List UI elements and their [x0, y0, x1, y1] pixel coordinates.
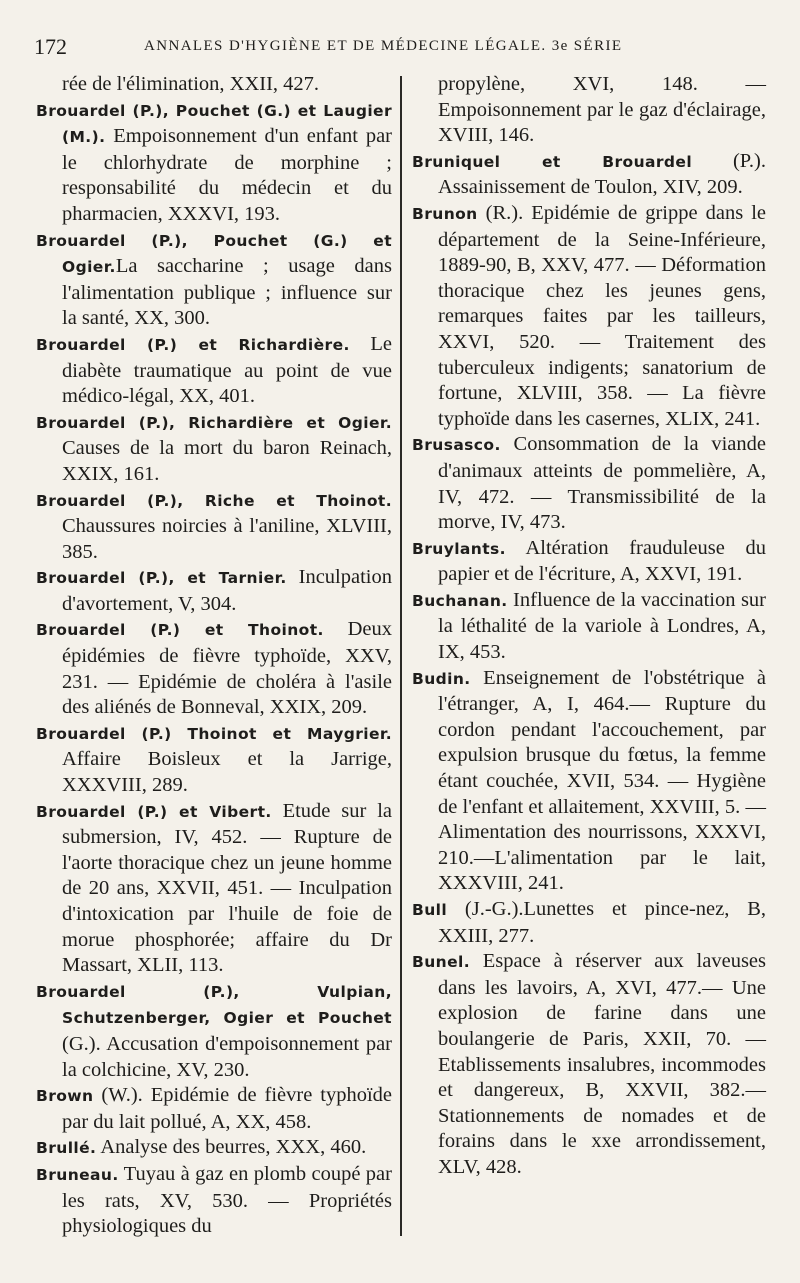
entry-text: (W.). Epidémie de fièvre typhoïde par du lait pollué, A, XX, 458. [62, 1084, 392, 1133]
entry-author: Brown [36, 1087, 94, 1106]
entry-author: Brouardel (P.), et Tarnier. [36, 569, 287, 588]
index-entry [412, 949, 766, 1180]
entry-author: Bunel. [412, 953, 470, 972]
index-entry [412, 72, 766, 149]
entry-author: Brouardel (P.), Vulpian, Schutzenberger, Ogier et Pouchet [36, 982, 392, 1028]
index-entry [412, 536, 766, 588]
index-entry [36, 721, 392, 799]
column-divider [400, 76, 402, 1236]
index-entry [36, 1083, 392, 1135]
entry-author: Bruylants. [412, 539, 506, 558]
entry-text: (P.). Assainissement de Toulon, XIV, 209. [438, 149, 766, 199]
entry-text: Analyse des beurres, XXX, 460. [96, 1136, 367, 1159]
index-entry [412, 666, 766, 897]
entry-text: La saccharine ; usage dans l'alimentation publique ; influence sur la santé, XX, 300. [62, 255, 392, 330]
entry-text: Deux épidémies de fièvre typhoïde, XXV, 231. — Epidémie de choléra à l'asile des aliénés de Bonneval, XXIX, 209. [62, 618, 392, 719]
index-entry [36, 332, 392, 410]
index-entry [412, 432, 766, 535]
entry-text: (G.). Accusation d'empoisonnement par la colchicine, XV, 230. [62, 1032, 392, 1081]
entry-text: propylène, XVI, 148. — Empoisonnement par le gaz d'éclairage, XVIII, 146. [438, 73, 766, 147]
index-entry [36, 72, 392, 98]
entry-text: Etude sur la submersion, IV, 452. — Rupture de l'aorte thoracique chez un jeune homme de 20 ans, XXVII, 451. — Inculpation d'intoxication par l'huile de foie de morue phosphorée; affaire du Dr Massart, XLII, 113. [62, 799, 393, 977]
running-title: ANNALES D'HYGIÈNE ET DE MÉDECINE LÉGALE. 3e SÉRIE [144, 38, 623, 54]
entry-text: (R.). Epidémie de grippe dans le département de la Seine-Inférieure, 1889-90, B, XXV, 477. — Déformation thoracique chez les jeunes gens, remarques faites par les tailleurs, XXVI, 520. — Traitement des tuberculeux indigents; sanatorium de fortune, XLVIII, 358. — La fièvre typhoïde dans les casernes, XLIX, 241. [438, 201, 766, 430]
entry-author: Bruniquel et Brouardel [412, 152, 693, 171]
entry-text: Le diabète traumatique au point de vue médico-légal, XX, 401. [62, 332, 392, 408]
entry-text: Altération frauduleuse du papier et de l'écriture, A, XXVI, 191. [438, 536, 766, 586]
index-entry [412, 201, 766, 432]
entry-text: Inculpation d'avortement, V, 304. [62, 566, 392, 615]
page-number: 172 [34, 34, 67, 59]
index-entry [412, 149, 766, 201]
entry-author: Brouardel (P.) Thoinot et Maygrier. [36, 724, 392, 743]
index-entry [412, 588, 766, 666]
entry-text: Tuyau à gaz en plomb coupé par les rats, XV, 530. — Propriétés physiologiques du [62, 1162, 392, 1238]
entry-text: Influence de la vaccination sur la léthalité de la variole à Londres, A, IX, 453. [438, 588, 766, 664]
index-entry [412, 897, 766, 949]
entry-text: Chaussures noircies à l'aniline, XLVIII, 385. [62, 515, 392, 563]
entry-author: Budin. [412, 669, 471, 688]
index-entry [36, 565, 392, 617]
page-header [34, 34, 774, 70]
index-entry [36, 617, 392, 720]
index-entry [36, 1162, 392, 1240]
index-entry [36, 979, 392, 1083]
index-entry [36, 98, 392, 228]
entry-author: Bull [412, 901, 448, 919]
entry-author: Brunon [412, 204, 478, 223]
entry-text: Affaire Boisleux et la Jarrige, XXXVIII, 289. [62, 748, 392, 797]
entry-text: (J.-G.).Lunettes et pince-nez, B, XXIII, 277. [438, 898, 766, 947]
entry-text: Consommation de la viande d'animaux atteints de pommelière, A, IV, 472. — Transmissibilité de la morve, IV, 473. [438, 433, 766, 534]
left-column [36, 72, 392, 1240]
entry-author: Brouardel (P.), Riche et Thoinot. [36, 491, 392, 510]
entry-author: Brouardel (P.) et Richardière. [36, 335, 350, 354]
index-entry [36, 228, 392, 332]
entry-text: Causes de la mort du baron Reinach, XXIX, 161. [62, 437, 392, 485]
index-entry [36, 799, 392, 979]
index-entry [36, 1135, 392, 1162]
index-entry [36, 488, 392, 566]
entry-author: Brouardel (P.), Richardière et Ogier. [36, 413, 392, 432]
right-column [412, 72, 766, 1181]
entry-author: Brouardel (P.), Pouchet (G.) et Laugier (M.). [36, 101, 392, 147]
entry-text: rée de l'élimination, XXII, 427. [62, 73, 320, 95]
entry-author: Brouardel (P.), Pouchet (G.) et Ogier. [36, 231, 392, 277]
index-entry [36, 410, 392, 488]
entry-author: Brullé. [36, 1139, 97, 1158]
entry-text: Enseignement de l'obstétrique à l'étranger, A, I, 464.— Rupture du cordon pendant l'accouchement, par expulsion brusque du fœtus, la femme étant couchée, XVII, 534. — Hygiène de l'enfant et allaitement, XXVIII, 5. — Alimentation des nourrissons, XXXVI, 210.—L'alimentation par le lait, XXXVIII, 241. [438, 666, 766, 895]
entry-author: Brouardel (P.) et Thoinot. [36, 621, 324, 640]
entry-author: Brouardel (P.) et Vibert. [36, 802, 272, 821]
entry-text: Espace à réserver aux laveuses dans les lavoirs, A, XVI, 477.— Une explosion de farine dans une boulangerie de Paris, XXII, 70. — Etablissements insalubres, incommodes et dangereux, B, XXVII, 382.— Stationnements de nomades et de forains dans le xxe arrondissement, XLV, 428. [438, 950, 766, 1178]
entry-author: Buchanan. [412, 591, 508, 610]
entry-author: Bruneau. [36, 1165, 119, 1184]
entry-text: Empoisonnement d'un enfant par le chlorhydrate de morphine ; responsabilité du médecin et du pharmacien, XXXVI, 193. [62, 125, 392, 225]
entry-author: Brusasco. [412, 436, 501, 455]
